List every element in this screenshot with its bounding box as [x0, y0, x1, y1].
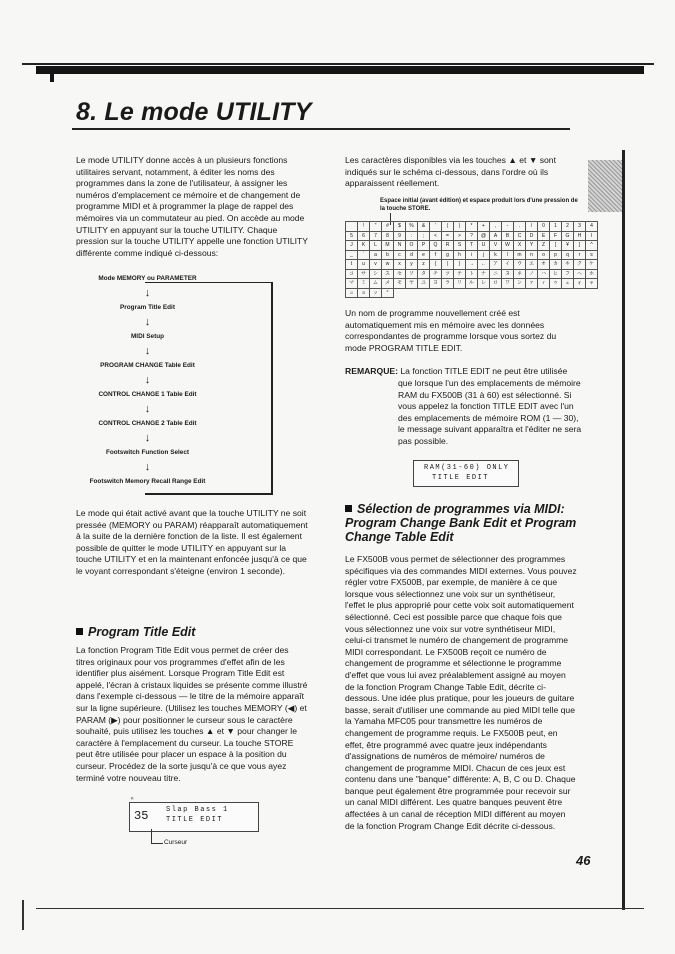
character-cell: 1 — [550, 222, 562, 232]
character-row — [346, 231, 598, 241]
character-cell: ア — [490, 260, 502, 270]
character-cell: _ — [346, 250, 358, 260]
character-cell: テ — [454, 269, 466, 279]
flow-item: Footswitch Memory Recall Range Edit — [89, 478, 206, 485]
character-row — [346, 260, 598, 270]
character-cell: ャ — [586, 279, 598, 289]
character-cell: B — [502, 231, 514, 241]
character-cell: " — [370, 222, 382, 232]
top-rule — [22, 63, 654, 65]
character-row — [346, 222, 598, 232]
lcd-title-edit-display — [129, 802, 259, 832]
character-cell: x — [394, 260, 406, 270]
character-cell: M — [382, 241, 394, 251]
character-cell: ← — [478, 260, 490, 270]
header-bar — [36, 66, 644, 74]
character-cell: フ — [562, 269, 574, 279]
character-cell: [ — [550, 241, 562, 251]
character-cell: 9 — [394, 231, 406, 241]
character-cell — [346, 222, 358, 232]
character-cell: F — [550, 231, 562, 241]
character-cell: 8 — [382, 231, 394, 241]
character-cell: z — [418, 260, 430, 270]
section-heading-midi — [345, 502, 590, 544]
character-cell: , — [490, 222, 502, 232]
character-cell: ニ — [490, 269, 502, 279]
character-cell: N — [394, 241, 406, 251]
character-cell: $ — [394, 222, 406, 232]
character-cell: r — [574, 250, 586, 260]
lcd-line-2: TITLE EDIT — [166, 816, 224, 824]
character-cell: ッ — [370, 288, 382, 298]
character-cell: 5 — [346, 231, 358, 241]
character-cell: e — [418, 250, 430, 260]
character-cell: # — [382, 222, 394, 232]
character-cell: キ — [562, 260, 574, 270]
character-cell: ' — [430, 222, 442, 232]
character-row — [346, 279, 598, 289]
section-bullet — [345, 505, 352, 512]
down-arrow-icon: ↓ — [144, 432, 151, 444]
character-cell: ) — [454, 222, 466, 232]
character-cell: Z — [538, 241, 550, 251]
character-cell: レ — [478, 279, 490, 289]
page-number: 46 — [576, 853, 591, 868]
character-cell: * — [466, 222, 478, 232]
character-cell: ヤ — [406, 279, 418, 289]
character-cell: マ — [346, 279, 358, 289]
character-cell: A — [490, 231, 502, 241]
lcd2-line-1: RAM(31-60) ONLY — [424, 464, 510, 472]
flow-item: MIDI Setup — [130, 333, 165, 340]
character-cell: ゥ — [550, 279, 562, 289]
character-cell: s — [586, 250, 598, 260]
character-cell: f — [430, 250, 442, 260]
flow-item: Mode MEMORY ou PARAMETER — [98, 275, 197, 282]
lcd-line-1: Slap Bass 1 — [166, 806, 229, 814]
lcd-memory-number: 35 — [134, 809, 149, 823]
down-arrow-icon: ↓ — [144, 287, 151, 299]
lcd-label-mark: ⁿ — [131, 796, 134, 803]
character-cell: Y — [526, 241, 538, 251]
character-cell: ( — [442, 222, 454, 232]
character-cell: ネ — [514, 269, 526, 279]
character-cell: i — [466, 250, 478, 260]
character-cell: L — [370, 241, 382, 251]
character-cell: J — [346, 241, 358, 251]
chapter-title: 8. Le mode UTILITY — [76, 98, 312, 126]
character-cell: u — [358, 260, 370, 270]
intro-paragraph: Le mode UTILITY donne accès à un plusieurs fonctions utilitaires servant, notamment, à éditer les noms des programmes dans la zone de l'utilisateur, à assigner les numéros d'emplacement ce mémoire et de changement de programme MIDI et à programmer la plage de rappel des mémoires via un commutateur au pied. On accède au mode UTILITY en appuyant sur la touche UTILITY. Chaque pression sur la touche UTILITY appelle une fonction UTILITY différente comme indiqué ci-dessous: — [76, 155, 308, 258]
character-cell: / — [526, 222, 538, 232]
section-heading-text: Sélection de programmes via MIDI: Program Change Bank Edit et Program Change Table Edit — [345, 502, 577, 544]
character-cell: R — [442, 241, 454, 251]
character-cell: 4 — [586, 222, 598, 232]
character-cell: 3 — [574, 222, 586, 232]
character-cell: ヘ — [574, 269, 586, 279]
character-cell: I — [586, 231, 598, 241]
character-cell: q — [562, 250, 574, 260]
character-cell: > — [454, 231, 466, 241]
character-cell: コ — [346, 269, 358, 279]
character-cell: ロ — [490, 279, 502, 289]
character-cell: n — [526, 250, 538, 260]
remark-text: que lorsque l'un des emplacements de mémoire RAM du FX500B (31 à 60) est sélectionné. Si vous appelez la fonction TITLE EDIT avec l'un des emplacements de mémoire ROM (1 — 30), le message suivant apparaîtra et l'éditer ne sera pas possible. — [398, 378, 582, 446]
bottom-rule — [36, 908, 644, 909]
character-cell: ! — [358, 222, 370, 232]
new-name-paragraph: Un nom de programme nouvellement créé est automatiquement mis en mémoire avec les données correspondantes de programme lorsque vous sortez du mode PROGRAM TITLE EDIT. — [345, 308, 557, 353]
character-row — [346, 288, 598, 298]
character-row — [346, 250, 598, 260]
character-cell: h — [454, 250, 466, 260]
character-cell: 6 — [358, 231, 370, 241]
return-paragraph: Le mode qui était activé avant que la touche UTILITY ne soit pressée (MEMORY ou PARAM) réapparaît automatiquement à la suite de la dernière fonction de la liste. Il est également possible de quitter le mode UTILITY en appuyant sur la touche UTILITY et en la maintenant enfoncée jusqu'à ce que le voyant correspondant s'éteigne (environ 1 seconde). — [76, 508, 308, 576]
cursor-pointer-line — [151, 843, 163, 844]
character-cell: d — [406, 250, 418, 260]
section-heading-text: Program Title Edit — [88, 625, 196, 639]
character-cell: チ — [430, 269, 442, 279]
character-cell: ナ — [478, 269, 490, 279]
title-edit-paragraph: La fonction Program Title Edit vous permet de créer des titres originaux pour vos programmes d'effet afin de les identifier plus aisément. Lorsque Program Title Edit est appelé, l'écran à cristaux liquides se présente comme illustré dans l'exemple ci-dessous — le titre de la mémoire apparaît sur la ligne supérieure. (Utilisez les touches MEMORY (◀) et PARAM (▶) pour positionner le curseur sous le caractère souhaité, puis utilisez les touches ▲ et ▼ pour changer le caractère à l'emplacement du curseur. La touche STORE peut être utilisée pour placer un espace à la position du curseur. Procédez de la sorte jusqu'à ce que vous ayez terminé votre nouveau titre. — [76, 645, 308, 783]
character-cell: ^ — [586, 241, 598, 251]
character-cell: ヨ — [430, 279, 442, 289]
character-cell: 0 — [538, 222, 550, 232]
character-cell: @ — [478, 231, 490, 241]
down-arrow-icon: ↓ — [144, 461, 151, 473]
character-cell: o — [538, 250, 550, 260]
character-cell: ウ — [514, 260, 526, 270]
character-cell: ィ — [538, 279, 550, 289]
character-cell: C — [514, 231, 526, 241]
character-cell: W — [502, 241, 514, 251]
character-cell: エ — [526, 260, 538, 270]
character-cell: % — [406, 222, 418, 232]
down-arrow-icon: ↓ — [144, 374, 151, 386]
character-cell: → — [466, 260, 478, 270]
character-cell: P — [418, 241, 430, 251]
character-cell: l — [502, 250, 514, 260]
character-cell: シ — [370, 269, 382, 279]
bottom-left-mark — [22, 900, 24, 930]
character-cell: : — [406, 231, 418, 241]
lcd2-line-2: TITLE EDIT — [432, 474, 490, 482]
header-bar-tick — [50, 70, 54, 82]
character-cell: タ — [418, 269, 430, 279]
character-cell: ォ — [574, 279, 586, 289]
character-cell: K — [358, 241, 370, 251]
character-cell: ラ — [442, 279, 454, 289]
midi-paragraph: Le FX500B vous permet de sélectionner des programmes spécifiques via des commandes MIDI externes. Vous pouvez régler votre FX500B, par exemple, de manière à ce que lorsque vous sélectionnez une voix sur un synthétiseur, l'effet le plus approprié pour cette voix soit automatiquement sélectionné. Ceci est possible parce que chaque fois que vous sélectionnez une voix sur votre synthétiseur MIDI, celui-ci transmet le numéro de changement de programme MIDI correspondant. Le FX500B reçoit ce numéro de changement de programme et sélectionne le programme d'effet que vous lui avez préalablement assigné au moyen de la fonction Program Change Table Edit, décrite ci-dessous. Une idée plus pratique, pour les joueurs de guitare basse, serait d'utiliser une commande au pied MIDI telle que la Yamaha MFC05 pour transmettre les numéros de changement de programme requis. Le FX500B peut, en effet, être programmé avec quatre jeux indépendants d'assignations de numéros de mémoire/ numéros de changement de programme MIDI. Chacun de ces jeux est contenu dans une "banque" différente: A, B, C ou D. Chaque banque peut également être programmée pour recevoir sur un canal MIDI différent. Les quatre banques peuvent être affectées à un canal de réception MIDI différent au moyen de la fonction Program Change Edit décrite ci-dessous. — [345, 554, 577, 831]
character-cell: オ — [538, 260, 550, 270]
character-cell: ツ — [442, 269, 454, 279]
character-cell: ¥ — [562, 241, 574, 251]
character-cell: k — [490, 250, 502, 260]
character-cell: サ — [358, 269, 370, 279]
character-cell: j — [478, 250, 490, 260]
character-cell: { — [430, 260, 442, 270]
character-cell: ユ — [418, 279, 430, 289]
cursor-pointer-line — [151, 829, 152, 844]
character-cell: ョ — [358, 288, 370, 298]
character-cell: G — [562, 231, 574, 241]
character-cell: ク — [574, 260, 586, 270]
character-cell: Q — [430, 241, 442, 251]
character-cell: D — [526, 231, 538, 241]
character-cell: - — [502, 222, 514, 232]
character-cell: ° — [382, 288, 394, 298]
right-margin-rule — [622, 150, 625, 910]
character-cell: S — [454, 241, 466, 251]
character-cell: ス — [382, 269, 394, 279]
character-cell: t — [346, 260, 358, 270]
remark-first-line: La fonction TITLE EDIT ne peut être utilisée — [400, 366, 568, 376]
cursor-label: Curseur — [164, 839, 188, 846]
chapter-thumb-tab — [588, 160, 624, 212]
character-cell: v — [370, 260, 382, 270]
character-row — [346, 241, 598, 251]
character-cell: < — [430, 231, 442, 241]
section-bullet — [76, 628, 83, 635]
character-cell: w — [382, 260, 394, 270]
title-underline — [72, 128, 570, 130]
character-cell: 7 — [370, 231, 382, 241]
character-cell: g — [442, 250, 454, 260]
character-cell: ュ — [346, 288, 358, 298]
character-cell: X — [514, 241, 526, 251]
character-cell: ] — [574, 241, 586, 251]
space-note: Espace initial (avant édition) et espace produit lors d'une pression de la touche STORE. — [380, 198, 578, 212]
character-cell: . — [514, 222, 526, 232]
character-cell: a — [370, 250, 382, 260]
character-cell: ? — [466, 231, 478, 241]
down-arrow-icon: ↓ — [144, 316, 151, 328]
character-cell: メ — [382, 279, 394, 289]
character-cell: | — [442, 260, 454, 270]
character-cell: カ — [550, 260, 562, 270]
character-cell: c — [394, 250, 406, 260]
character-cell: モ — [394, 279, 406, 289]
section-heading-title-edit — [76, 625, 308, 639]
down-arrow-icon: ↓ — [144, 345, 151, 357]
chars-intro-paragraph: Les caractères disponibles via les touches ▲ et ▼ sont indiqués sur le schéma ci-dessous, dans l'ordre où ils apparaissent réellement. — [345, 155, 556, 189]
character-cell: V — [490, 241, 502, 251]
character-cell: ホ — [586, 269, 598, 279]
character-cell: 2 — [562, 222, 574, 232]
character-cell: ケ — [586, 260, 598, 270]
character-cell: ノ — [526, 269, 538, 279]
character-cell: E — [538, 231, 550, 241]
character-cell: ァ — [526, 279, 538, 289]
down-arrow-icon: ↓ — [144, 403, 151, 415]
lcd-ram-only-display — [413, 460, 519, 487]
character-cell: y — [406, 260, 418, 270]
character-cell: ヒ — [550, 269, 562, 279]
character-cell: H — [574, 231, 586, 241]
character-cell: & — [418, 222, 430, 232]
character-cell: リ — [454, 279, 466, 289]
remark-label: REMARQUE: — [345, 366, 398, 376]
utility-function-flow — [70, 274, 225, 487]
character-cell: ソ — [406, 269, 418, 279]
flow-item: CONTROL CHANGE 1 Table Edit — [98, 391, 197, 398]
character-cell: = — [442, 231, 454, 241]
character-cell: ; — [418, 231, 430, 241]
flow-item: Footswitch Function Select — [105, 449, 190, 456]
character-cell: O — [406, 241, 418, 251]
flow-item: CONTROL CHANGE 2 Table Edit — [98, 420, 197, 427]
character-cell: ル — [466, 279, 478, 289]
character-cell: p — [550, 250, 562, 260]
character-table — [345, 221, 598, 298]
character-cell: b — [382, 250, 394, 260]
flow-item: PROGRAM CHANGE Table Edit — [100, 362, 195, 369]
character-cell: ヌ — [502, 269, 514, 279]
remark-block — [345, 366, 585, 378]
character-cell: U — [478, 241, 490, 251]
character-cell: ミ — [358, 279, 370, 289]
character-row — [346, 269, 598, 279]
character-cell: ハ — [538, 269, 550, 279]
character-cell: ェ — [562, 279, 574, 289]
character-cell: ム — [370, 279, 382, 289]
character-cell: イ — [502, 260, 514, 270]
flow-item: Program Title Edit — [120, 304, 175, 311]
character-cell: + — [478, 222, 490, 232]
character-cell: ト — [466, 269, 478, 279]
character-cell: ` — [358, 250, 370, 260]
character-cell: セ — [394, 269, 406, 279]
character-cell: ン — [514, 279, 526, 289]
character-cell: T — [466, 241, 478, 251]
character-cell: } — [454, 260, 466, 270]
character-cell: m — [514, 250, 526, 260]
character-cell: ワ — [502, 279, 514, 289]
